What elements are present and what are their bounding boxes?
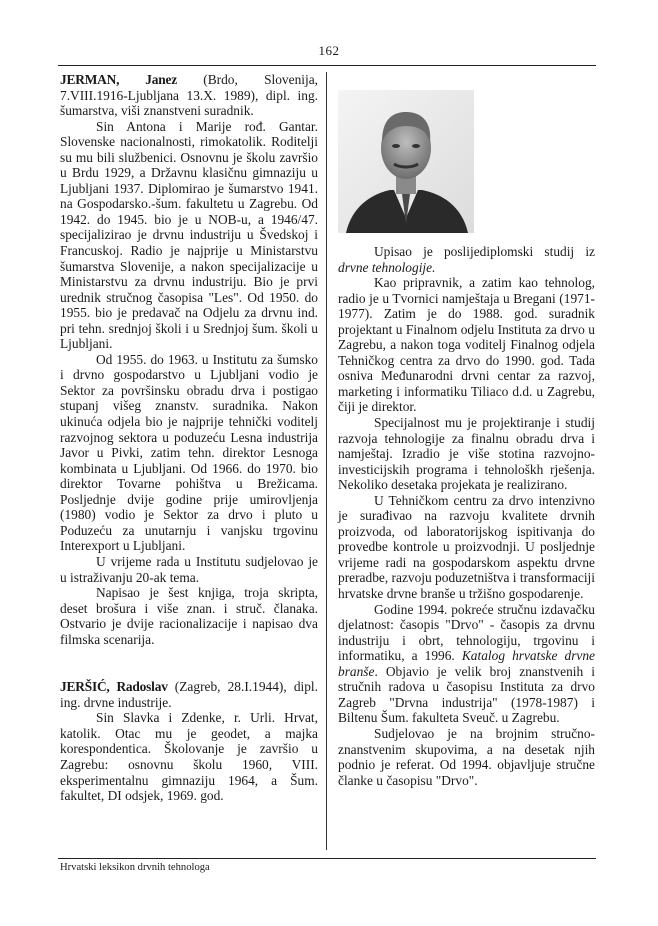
column-divider — [326, 72, 327, 850]
paragraph-text: Godine 1994. pokreće stručnu izdavačku djelatnost: časopis "Drvo" - časopis za drvnu industriju i obrt, tehnologiju, trgovinu i informatiku, a 1996. — [338, 601, 595, 664]
paragraph: U vrijeme rada u Institutu sudjelovao je u istraživanju 20-ak tema. — [60, 553, 318, 585]
paragraph-italic: Katalog hrvatske drvne branše — [338, 648, 596, 679]
footer-text: Hrvatski leksikon drvnih tehnologa — [60, 862, 210, 873]
paragraph: Napisao je šest knjiga, troja skripta, deset brošura i više znan. i struč. članaka. Ostvario je dvije racionalizacije i napisao dva filmska scenarija. — [60, 585, 318, 647]
right-column — [338, 244, 595, 788]
paragraph: Sudjelovao je na brojnim stručno-znanstvenim skupovima, a na desetak njih podnio je referat. Od 1994. objavljuje stručne članke u časopisu "Drvo". — [338, 725, 595, 788]
entry-heading-details: (Zagreb, 28.I.1944), dipl. ing. drvne industrije. — [60, 679, 318, 710]
paragraph: Specijalnost mu je projektiranje i studij razvoja tehnologije za finalnu obradu drva i namještaj. Izradio je više stotina razvojno-investicijskih programa i tehnološkh rješenja. Nekoliko desetaka projekata je realizirano. — [338, 415, 595, 493]
paragraph-italic: drvne tehnologije. — [338, 259, 436, 275]
paragraph — [338, 602, 595, 726]
entry-name-jerman: JERMAN, Janez — [60, 72, 177, 87]
entry-heading-jersic — [60, 679, 318, 710]
paragraph: U Tehničkom centru za drvo intenzivno je surađivao na razvoju kvalitete drvnih proizvoda, od laboratorijskog ispitivanja do provedbe kontrole u proizvodnji. U posljednje vrijeme radi na gospodarskom aspektu drvne preradbe, razvoju poduzetništva i transformaciji hrvatske drvne branše u tržišno gospodarenje. — [338, 492, 595, 602]
entry-name-jersic: JERŠIĆ, Radoslav — [60, 679, 168, 695]
entry-heading-details: (Brdo, Slovenija, 7.VIII.1916-Ljubljana 13.X. 1989), dipl. ing. šumarstva, viši znanstveni suradnik. — [60, 72, 318, 119]
paragraph — [338, 244, 595, 275]
paragraph: Sin Slavka i Zdenke, r. Urli. Hrvat, katolik. Otac mu je geodet, a majka korespondentica. Školovanje je završio u Zagrebu: osnovnu školu 1960, VIII. eksperimentalnu gimnaziju 1964, a Šum. fakultet, DI odsjek, 1969. god. — [60, 710, 318, 804]
paragraph: Kao pripravnik, a zatim kao tehnolog, radio je u Tvornici namještaja u Bregani (1971-1977). Zatim je do 1988. god. suradnik projektant u Finalnom odjelu Instituta za drvo u Zagrebu, a nakon toga voditelj Finalnog odjela Tehničkog centra za drvo do 1990. god. Tada osniva Međunarodni drvni centar za razvoj, marketing i informatiku Tiliaco d.d. u Zagrebu, čiji je direktor. — [338, 275, 595, 415]
paragraph: Od 1955. do 1963. u Institutu za šumsko i drvno gospodarstvo u Ljubljani vodio je Sektor za površinsku obradu drva i postigao stupanj višeg znanstv. suradnika. Nakon ukinuća odjela bio je najprije tehnički voditelj razvojnog sektora u poduzeću Lesna industrija Javor u Pivki, zatim tehn. direktor Lesnoga kombinata u Ljubljani. Od 1966. do 1970. bio direktor Tovarne pohištva u Brežicama. Posljednje dvije godine prije umirovljenja (1980) vodio je Sektor za drvo i pluto u Poduzeću za unutarnju i vanjsku trgovinu Interexport u Ljubljani. — [60, 351, 318, 554]
portrait-photo — [338, 90, 474, 233]
paragraph-text: Upisao je poslijediplomski studij iz — [374, 244, 595, 259]
paragraph: Sin Antona i Marije rođ. Gantar. Slovenske nacionalnosti, rimokatolik. Roditelji su mu bili službenici. Osnovnu je školu završio u Brdu 1929, a Državnu klasičnu gimnaziju u Ljubljani 1937. Diplomirao je šumarstvo 1941. na Gospodarsko.-šum. fakultetu u Zagrebu. Od 1942. do 1945. bio je u NOB-u, a 1946/47. specijalizirao je drvnu industriju u Švedskoj i Francuskoj. Radio je najprije u Ministarstvu šumarstva Slovenije, a nakon specijalizacije u Ministarstvu za drvnu industriju. Bio je prvi urednik stručnog časopisa "Les". Od 1950. do 1955. bio je predavač na Odjelu za drvnu ind. pri tehn. srednjoj školi i u Srednjoj šum. školi u Ljubljani. — [60, 118, 318, 352]
header-rule — [58, 65, 596, 66]
left-column — [60, 72, 318, 804]
page-number: 162 — [318, 43, 340, 58]
footer-rule — [58, 858, 596, 859]
paragraph-text: . Objavio je velik broj znanstvenih i stručnih radova u časopisu Instituta za drvo Zagreb "Drvna industrija" (1978-1987) i Biltenu Šum. fakulteta Sveuč. u Zagrebu. — [338, 663, 595, 726]
entry-heading-jerman — [60, 72, 318, 119]
